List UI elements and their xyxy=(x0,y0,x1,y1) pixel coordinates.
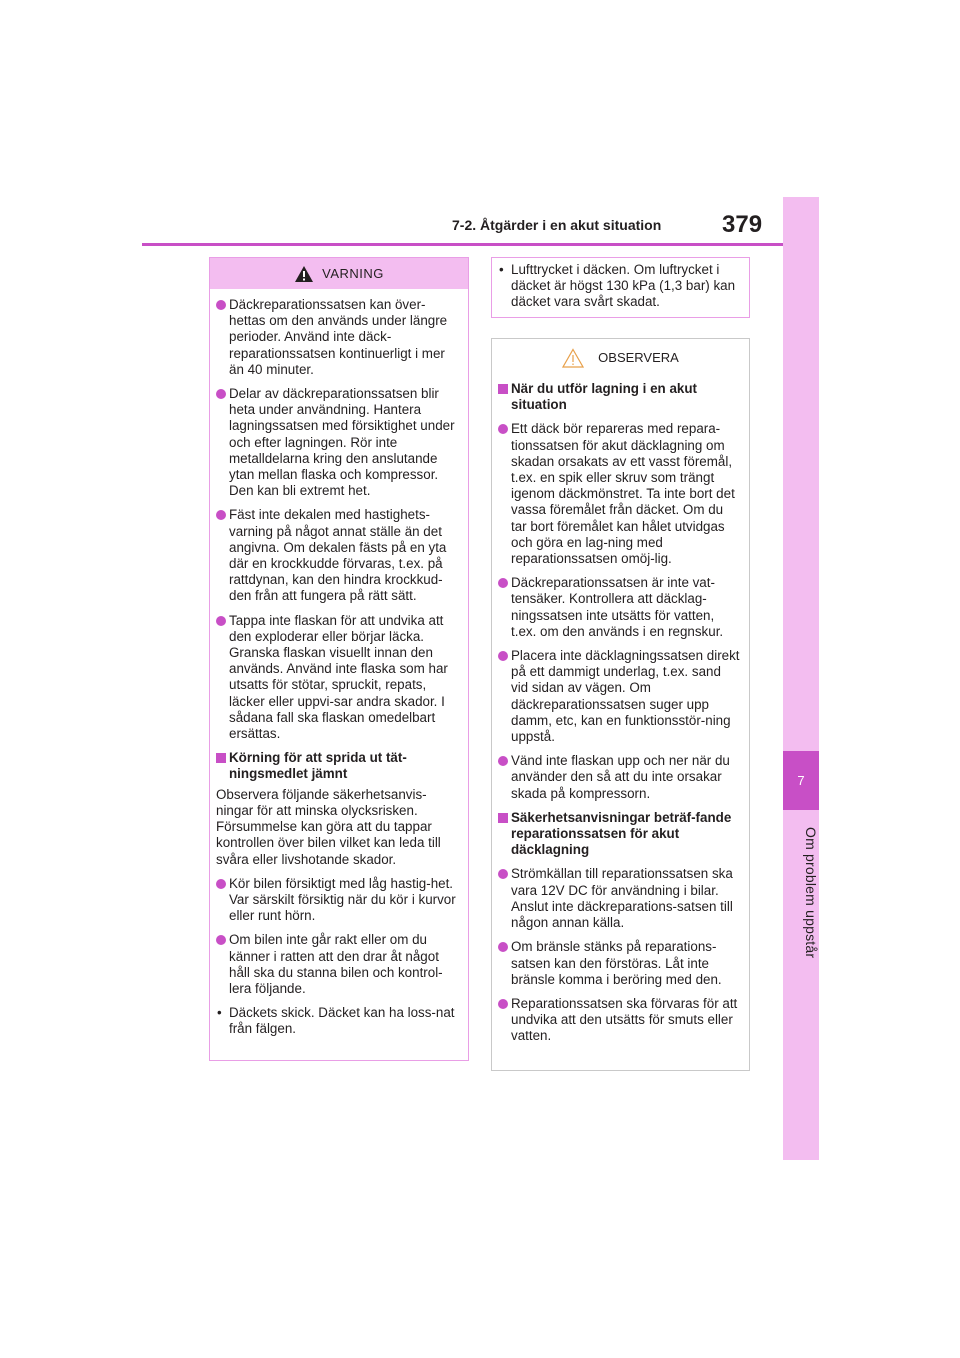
warning-item: Tappa inte flaskan för att undvika att den exploderar eller börjar läcka. Granska flaskan visuellt innan den används. Använd inte flaska som har utsatts för stötar, spruckit, repats, läcker eller uppvi-sar andra skador. I sådana fall ska flaskan omedelbart ersättas. xyxy=(216,613,460,743)
warning-item: Om bilen inte går rakt eller om du känner i ratten att den drar åt något håll ska du stanna bilen och kontrol-lera följande. xyxy=(216,932,460,997)
warning-subheading: Körning för att sprida ut tät-ningsmedlet jämnt xyxy=(216,750,460,782)
notice-subheading: När du utför lagning i en akut situation xyxy=(498,381,741,413)
notice-title: OBSERVERA xyxy=(598,350,679,365)
warning-triangle-icon xyxy=(294,265,314,283)
warning-item: Kör bilen försiktigt med låg hastig-het. Var särskilt försiktig när du kör i kurvor eller runt hörn. xyxy=(216,876,460,925)
bullet-dot-icon xyxy=(216,935,226,945)
warning-header xyxy=(210,258,468,289)
warning-item: Delar av däckreparationssatsen blir heta under användning. Hantera lagningssatsen med försiktighet under och efter lagningen. Rör inte metalldelarna kring den anslutande ytan mellan flaska och kompressor. Den kan bli extremt het. xyxy=(216,386,460,499)
bullet-dot-icon xyxy=(498,756,508,766)
notice-item: Reparationssatsen ska förvaras för att undvika att den utsätts för smuts eller vatten. xyxy=(498,996,741,1045)
bullet-dot-icon xyxy=(498,869,508,879)
bullet-dot-icon xyxy=(498,942,508,952)
section-title: 7-2. Åtgärder i en akut situation xyxy=(452,217,662,233)
heading-square-icon xyxy=(216,753,226,763)
warning-dash-item: • Däckets skick. Däcket kan ha loss-nat från fälgen. xyxy=(217,1005,455,1037)
bullet-dot-icon xyxy=(216,879,226,889)
bullet-dot-icon xyxy=(498,578,508,588)
notice-item: Om bränsle stänks på reparations-satsen kan den förstöras. Låt inte bränsle komma i beröring med den. xyxy=(498,939,741,988)
bullet-dot-icon xyxy=(216,300,226,310)
notice-item: Vänd inte flaskan upp och ner när du använder den så att du inte orsakar skada på kompressorn. xyxy=(498,753,741,802)
notice-item: Placera inte däcklagningssatsen direkt på ett dammigt underlag, t.ex. sand vid sidan av vägen. Om däckreparationssatsen suger upp damm, etc, kan en funktionsstör-ning uppstå. xyxy=(498,648,741,745)
warning-dash-item: • Lufttrycket i däcken. Om luftrycket i däcket är högst 130 kPa (1,3 bar) kan däcket vara svårt skadat. xyxy=(499,262,736,310)
warning-continuation-content xyxy=(492,262,749,311)
notice-item: Strömkällan till reparationssatsen ska vara 12V DC för användning i bilar. Anslut inte däckreparations-satsen till någon annan källa. xyxy=(498,866,741,931)
caution-triangle-icon xyxy=(562,348,584,368)
warning-paragraph: Observera följande säkerhetsanvis-ningar för att minska olycksrisken. Försummelse kan göra att du tappar kontrollen över bilen vilket kan leda till svåra eller livshotande skador. xyxy=(216,786,441,867)
notice-item: Däckreparationssatsen är inte vat-tensäker. Kontrollera att däcklag-ningssatsen inte utsätts för vatten, t.ex. om den används i en regnskur. xyxy=(498,575,741,640)
notice-item: Ett däck bör repareras med repara-tionssatsen för akut däcklagning om skadan orsakats av ett vasst föremål, t.ex. en spik eller skruv som trängt igenom däckmönstret. Ta inte bort det vassa föremålet från däcket. Om du tar bort föremålet kan hålet utvidgas och göra en lag-ning med reparationssatsen omöj-lig. xyxy=(498,421,741,567)
warning-title: VARNING xyxy=(322,266,384,281)
warning-item: Fäst inte dekalen med hastighets-varning på något annat ställe än det angivna. Om dekalen fästs på en yta där en krockkudde förvaras, t.ex. på rattdynan, kan den hindra krockkud-den från att fungera på rätt sätt. xyxy=(216,507,460,604)
heading-square-icon xyxy=(498,813,508,823)
bullet-dot-icon xyxy=(216,510,226,520)
bullet-dot-icon xyxy=(216,389,226,399)
chapter-label: Om problem uppstår xyxy=(803,827,819,959)
bullet-dot-icon xyxy=(498,651,508,661)
page-number: 379 xyxy=(722,211,763,238)
notice-subheading: Säkerhetsanvisningar beträf-fande reparationssatsen för akut däcklagning xyxy=(498,810,741,859)
warning-box xyxy=(209,257,469,1061)
heading-square-icon xyxy=(498,384,508,394)
header-rule xyxy=(142,243,818,246)
chapter-side-tab xyxy=(783,197,819,1160)
notice-box xyxy=(491,338,750,1071)
warning-continuation-box xyxy=(491,257,750,318)
bullet-dot-icon xyxy=(498,424,508,434)
warning-item: Däckreparationssatsen kan över-hettas om den används under längre perioder. Använd inte däck-reparationssatsen kontinuerligt i mer än 40 minuter. xyxy=(216,297,460,378)
notice-header xyxy=(492,339,749,373)
bullet-dot-icon xyxy=(216,616,226,626)
notice-content xyxy=(492,381,749,1045)
chapter-number: 7 xyxy=(783,751,819,810)
warning-content xyxy=(210,297,468,1038)
bullet-dot-icon xyxy=(498,999,508,1009)
